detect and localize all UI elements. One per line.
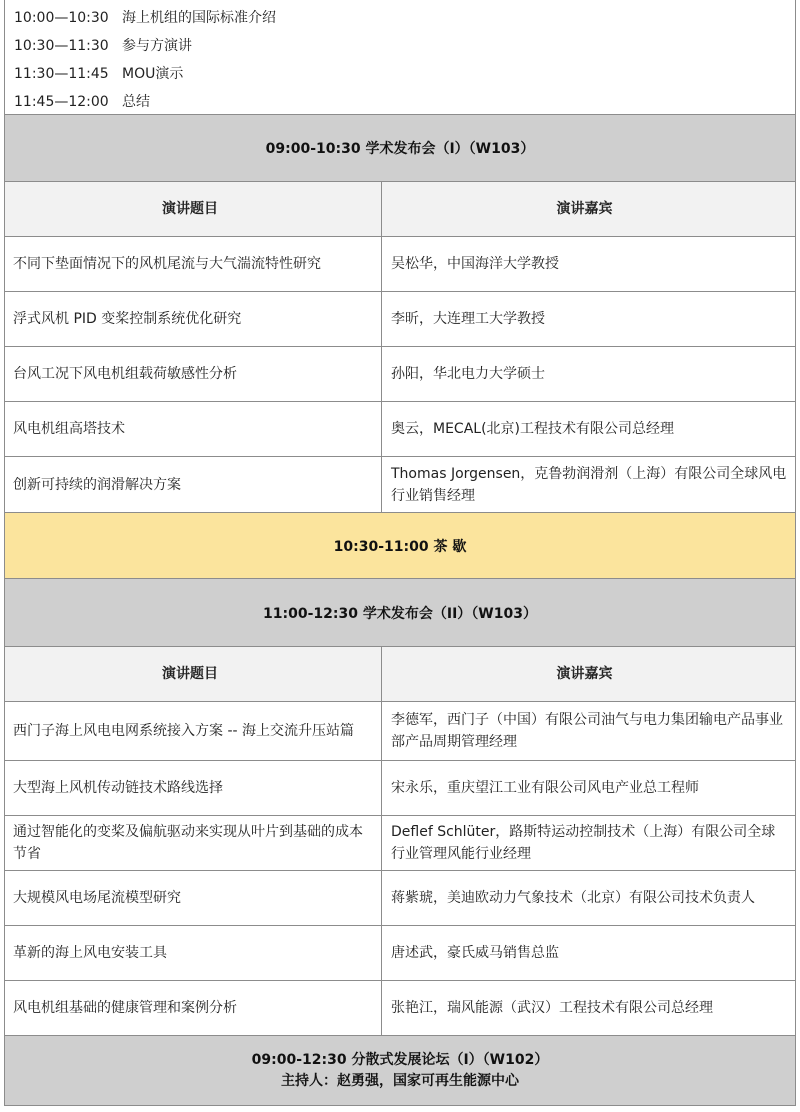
talk-topic: 风电机组高塔技术 bbox=[5, 402, 382, 456]
talk-topic: 台风工况下风电机组载荷敏感性分析 bbox=[5, 347, 382, 401]
agenda-desc: 参与方演讲 bbox=[122, 38, 192, 54]
talk-speaker: 奥云，MECAL(北京)工程技术有限公司总经理 bbox=[391, 421, 674, 437]
talk-speaker: 蒋紫琥，美迪欧动力气象技术（北京）有限公司技术负责人 bbox=[391, 890, 755, 906]
table-row bbox=[5, 456, 795, 512]
table-row bbox=[5, 291, 795, 346]
talk-topic: 通过智能化的变桨及偏航驱动来实现从叶片到基础的成本节省 bbox=[5, 816, 382, 870]
talk-speaker: 唐述武，豪氏威马销售总监 bbox=[391, 945, 559, 961]
table-row bbox=[5, 701, 795, 760]
tea-break-band: 10:30-11:00 茶 歇 bbox=[5, 512, 795, 578]
agenda-document bbox=[4, 0, 796, 1106]
table-row bbox=[5, 760, 795, 815]
table-row bbox=[5, 980, 795, 1035]
table-bottom-border bbox=[5, 1105, 795, 1106]
agenda-desc: 总结 bbox=[122, 94, 150, 110]
table-row bbox=[5, 346, 795, 401]
talk-topic: 革新的海上风电安装工具 bbox=[5, 926, 382, 980]
col-speaker-header: 演讲嘉宾 bbox=[556, 201, 613, 217]
table-row bbox=[5, 815, 795, 870]
table-row bbox=[5, 925, 795, 980]
agenda-item bbox=[14, 64, 183, 84]
agenda-desc: 海上机组的国际标准介绍 bbox=[122, 10, 276, 26]
talk-speaker: 吴松华，中国海洋大学教授 bbox=[391, 256, 559, 272]
talk-topic: 创新可持续的润滑解决方案 bbox=[5, 457, 382, 512]
agenda-time: 11:30—11:45 bbox=[14, 66, 109, 82]
forum-host: 主持人：赵勇强，国家可再生能源中心 bbox=[281, 1072, 519, 1089]
session-1-header-row bbox=[5, 181, 795, 236]
forum-band bbox=[5, 1035, 795, 1105]
col-speaker-header: 演讲嘉宾 bbox=[556, 666, 613, 682]
agenda-time: 10:00—10:30 bbox=[14, 10, 109, 26]
talk-speaker: 张艳江，瑞风能源（武汉）工程技术有限公司总经理 bbox=[391, 1000, 713, 1016]
agenda-item bbox=[14, 92, 150, 112]
talk-topic: 大型海上风机传动链技术路线选择 bbox=[5, 761, 382, 815]
talk-speaker: 李昕，大连理工大学教授 bbox=[391, 311, 545, 327]
agenda-item bbox=[14, 36, 192, 56]
talk-topic: 风电机组基础的健康管理和案例分析 bbox=[5, 981, 382, 1035]
morning-agenda bbox=[5, 0, 795, 114]
talk-topic: 不同下垫面情况下的风机尾流与大气湍流特性研究 bbox=[5, 237, 382, 291]
talk-speaker: Thomas Jorgensen，克鲁勃润滑剂（上海）有限公司全球风电行业销售经理 bbox=[391, 465, 787, 504]
table-row bbox=[5, 870, 795, 925]
col-topic-header: 演讲题目 bbox=[5, 182, 382, 236]
col-topic-header: 演讲题目 bbox=[5, 647, 382, 701]
talk-topic: 大规模风电场尾流模型研究 bbox=[5, 871, 382, 925]
session-1-title: 09:00-10:30 学术发布会（I）（W103） bbox=[5, 114, 795, 181]
forum-title: 09:00-12:30 分散式发展论坛（I）（W102） bbox=[251, 1051, 549, 1068]
talk-topic: 浮式风机 PID 变桨控制系统优化研究 bbox=[5, 292, 382, 346]
agenda-item bbox=[14, 8, 276, 28]
talk-speaker: 孙阳，华北电力大学硕士 bbox=[391, 366, 545, 382]
agenda-time: 10:30—11:30 bbox=[14, 38, 109, 54]
table-row bbox=[5, 236, 795, 291]
session-2-title: 11:00-12:30 学术发布会（II）（W103） bbox=[5, 578, 795, 646]
agenda-desc: MOU演示 bbox=[122, 66, 184, 82]
table-row bbox=[5, 401, 795, 456]
talk-speaker: 李德军，西门子（中国）有限公司油气与电力集团输电产品事业部产品周期管理经理 bbox=[391, 712, 783, 750]
talk-topic: 西门子海上风电电网系统接入方案 -- 海上交流升压站篇 bbox=[5, 702, 382, 760]
agenda-time: 11:45—12:00 bbox=[14, 94, 109, 110]
talk-speaker: 宋永乐，重庆望江工业有限公司风电产业总工程师 bbox=[391, 780, 699, 796]
talk-speaker: Deflef Schlüter，路斯特运动控制技术（上海）有限公司全球行业管理风能行业经理 bbox=[391, 824, 776, 862]
session-2-header-row bbox=[5, 646, 795, 701]
